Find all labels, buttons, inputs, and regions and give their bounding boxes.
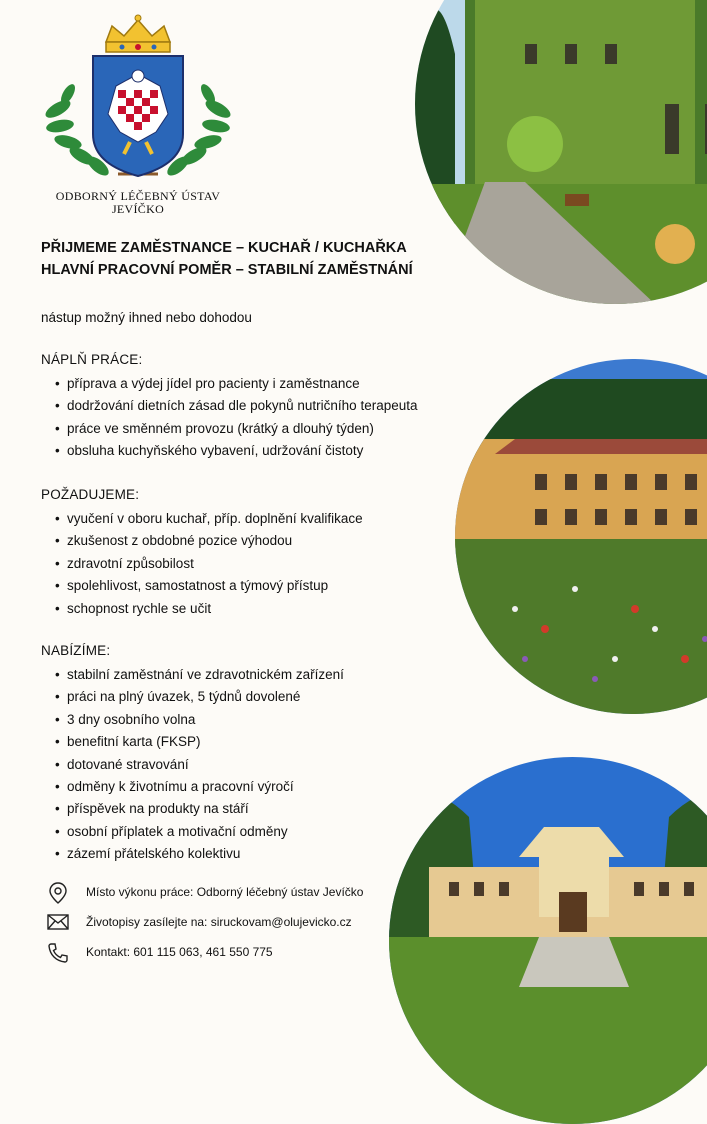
offers-heading: NABÍZÍME: bbox=[41, 643, 111, 658]
list-item: • schopnost rychle se učit bbox=[41, 598, 363, 620]
list-item: • odměny k životnímu a pracovní výročí bbox=[41, 776, 344, 798]
phone-icon bbox=[46, 941, 70, 963]
envelope-icon bbox=[46, 911, 70, 933]
organization-name: ODBORNÝ LÉČEBNÝ ÚSTAV JEVÍČKO bbox=[55, 189, 221, 216]
list-item: • zkušenost z obdobné pozice výhodou bbox=[41, 530, 363, 552]
duties-heading: NÁPLŇ PRÁCE: bbox=[41, 352, 143, 367]
duties-section bbox=[41, 352, 418, 463]
location-pin-icon bbox=[46, 881, 70, 903]
photo-meadow-hospital-building bbox=[455, 359, 707, 714]
list-item: • zdravotní způsobilost bbox=[41, 553, 363, 575]
list-item: • dotované stravování bbox=[41, 754, 344, 776]
list-item: • práci na plný úvazek, 5 týdnů dovolené bbox=[41, 686, 344, 708]
photo-hospital-entrance-stairs bbox=[389, 757, 707, 1124]
list-item: • stabilní zaměstnání ve zdravotnickém zařízení bbox=[41, 664, 344, 686]
requirements-section bbox=[41, 487, 363, 620]
requirements-heading: POŽADUJEME: bbox=[41, 487, 140, 502]
photo-ivy-building-path bbox=[415, 0, 707, 304]
list-item: • 3 dny osobního volna bbox=[41, 709, 344, 731]
list-item: • zázemí přátelského kolektivu bbox=[41, 843, 344, 865]
list-item: • osobní příplatek a motivační odměny bbox=[41, 821, 344, 843]
list-item: • příspěvek na produkty na stáří bbox=[41, 798, 344, 820]
list-item: • spolehlivost, samostatnost a týmový přístup bbox=[41, 575, 363, 597]
start-date-note: nástup možný ihned nebo dohodou bbox=[41, 310, 252, 325]
list-item: • obsluha kuchyňského vybavení, udržování čistoty bbox=[41, 440, 418, 462]
list-item: • vyučení v oboru kuchař, příp. doplnění kvalifikace bbox=[41, 508, 363, 530]
list-item: • dodržování dietních zásad dle pokynů nutričního terapeuta bbox=[41, 395, 418, 417]
job-title: PŘIJMEME ZAMĚSTNANCE – KUCHAŘ / KUCHAŘKA HLAVNÍ PRACOVNÍ POMĚR – STABILNÍ ZAMĚSTNÁNÍ bbox=[41, 240, 413, 278]
list-item: • příprava a výdej jídel pro pacienty i zaměstnance bbox=[41, 373, 418, 395]
offers-section bbox=[41, 643, 344, 866]
list-item: • práce ve směnném provozu (krátký a dlouhý týden) bbox=[41, 418, 418, 440]
list-item: • benefitní karta (FKSP) bbox=[41, 731, 344, 753]
